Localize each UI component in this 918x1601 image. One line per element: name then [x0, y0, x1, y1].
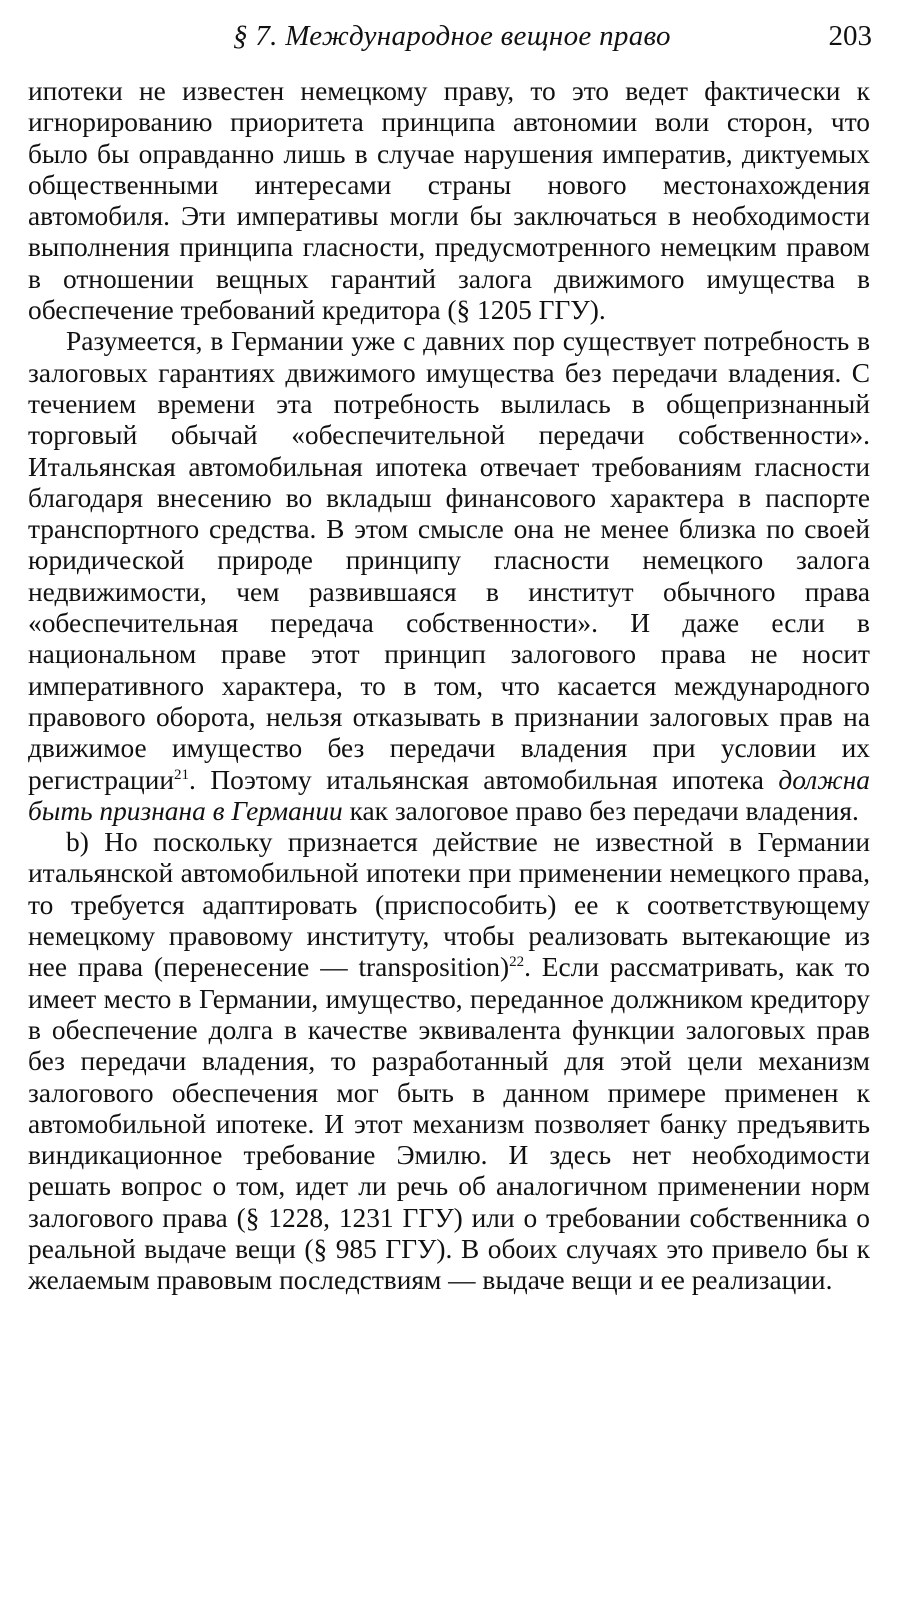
page-number: 203	[828, 20, 872, 52]
paragraph-2	[28, 326, 870, 827]
paragraph-1-text: ипотеки не известен немецкому праву, то это ведет фактически к игнорированию приоритета принципа автономии воли сторон, что было бы оправданно лишь в случае нарушения императив, диктуемых общественными интересами страны нового местонахождения автомобиля. Эти императивы могли бы заключаться в необходимости выполнения принципа гласности, предусмотренного немецким правом в отношении вещных гарантий залога движимого имущества в обеспечение требований кредитора (§ 1205 ГГУ).	[28, 76, 870, 326]
paragraph-3-text-a: b) Но поскольку признается действие не известной в Германии итальянской автомобильной ипотеки при применении немецкого права, то требуется адаптировать (приспособить) ее к соответствующему немецкому правовому институту, чтобы реализовать вытекающие из нее права (перенесение — transposition)	[28, 827, 870, 983]
page-body	[28, 76, 870, 1297]
running-header	[28, 18, 870, 62]
paragraph-3-text-b: . Если рассматривать, как то имеет место в Германии, имущество, переданное должником кредитору в обеспечение долга в качестве эквивалента функции залоговых прав без передачи владения, то разработанный для этой цели механизм залогового обеспечения мог быть в данном примере применен к автомобильной ипотеке. И этот механизм позволяет банку предъявить виндикационное требование Эмилю. И здесь нет необходимости решать вопрос о том, идет ли речь об аналогичном применении норм залогового права (§ 1228, 1231 ГГУ) или о требовании собственника о реальной выдаче вещи (§ 985 ГГУ). В обоих случаях это привело бы к желаемым правовым последствиям — выдаче вещи и ее реализации.	[28, 952, 870, 1296]
paragraph-2-emphasis: должна быть признана в Германии	[28, 764, 870, 826]
paragraph-2-text-a: Разумеется, в Германии уже с давних пор существует потребность в залоговых гарантиях движимого имущества без передачи владения. С течением времени эта потребность вылилась в общепризнанный торговый обычай «обеспечительной передачи собственности». Итальянская автомобильная ипотека отвечает требованиям гласности благодаря внесению во вкладыш финансового характера в паспорте транспортного средства. В этом смысле она не менее близка по своей юридической природе принципу гласности немецкого залога недвижимости, чем развившаяся в институт обычного права «обеспечительная передача собственности». И даже если в национальном праве этот принцип залогового права не носит императивного характера, то в том, что касается международного правового оборота, нельзя отказывать в признании залоговых прав на движимое имущество без передачи владения при условии их регистрации	[28, 326, 870, 795]
paragraph-2-text-b: . Поэтому итальянская автомобильная ипотека	[189, 764, 779, 795]
paragraph-2-text-c: как залоговое право без передачи владения.	[342, 795, 859, 826]
footnote-ref-22: 22	[509, 954, 525, 971]
chapter-title: § 7. Международное вещное право	[233, 20, 671, 52]
footnote-ref-21: 21	[174, 766, 190, 783]
paragraph-1	[28, 76, 870, 326]
paragraph-3	[28, 827, 870, 1296]
book-page	[28, 18, 870, 1297]
